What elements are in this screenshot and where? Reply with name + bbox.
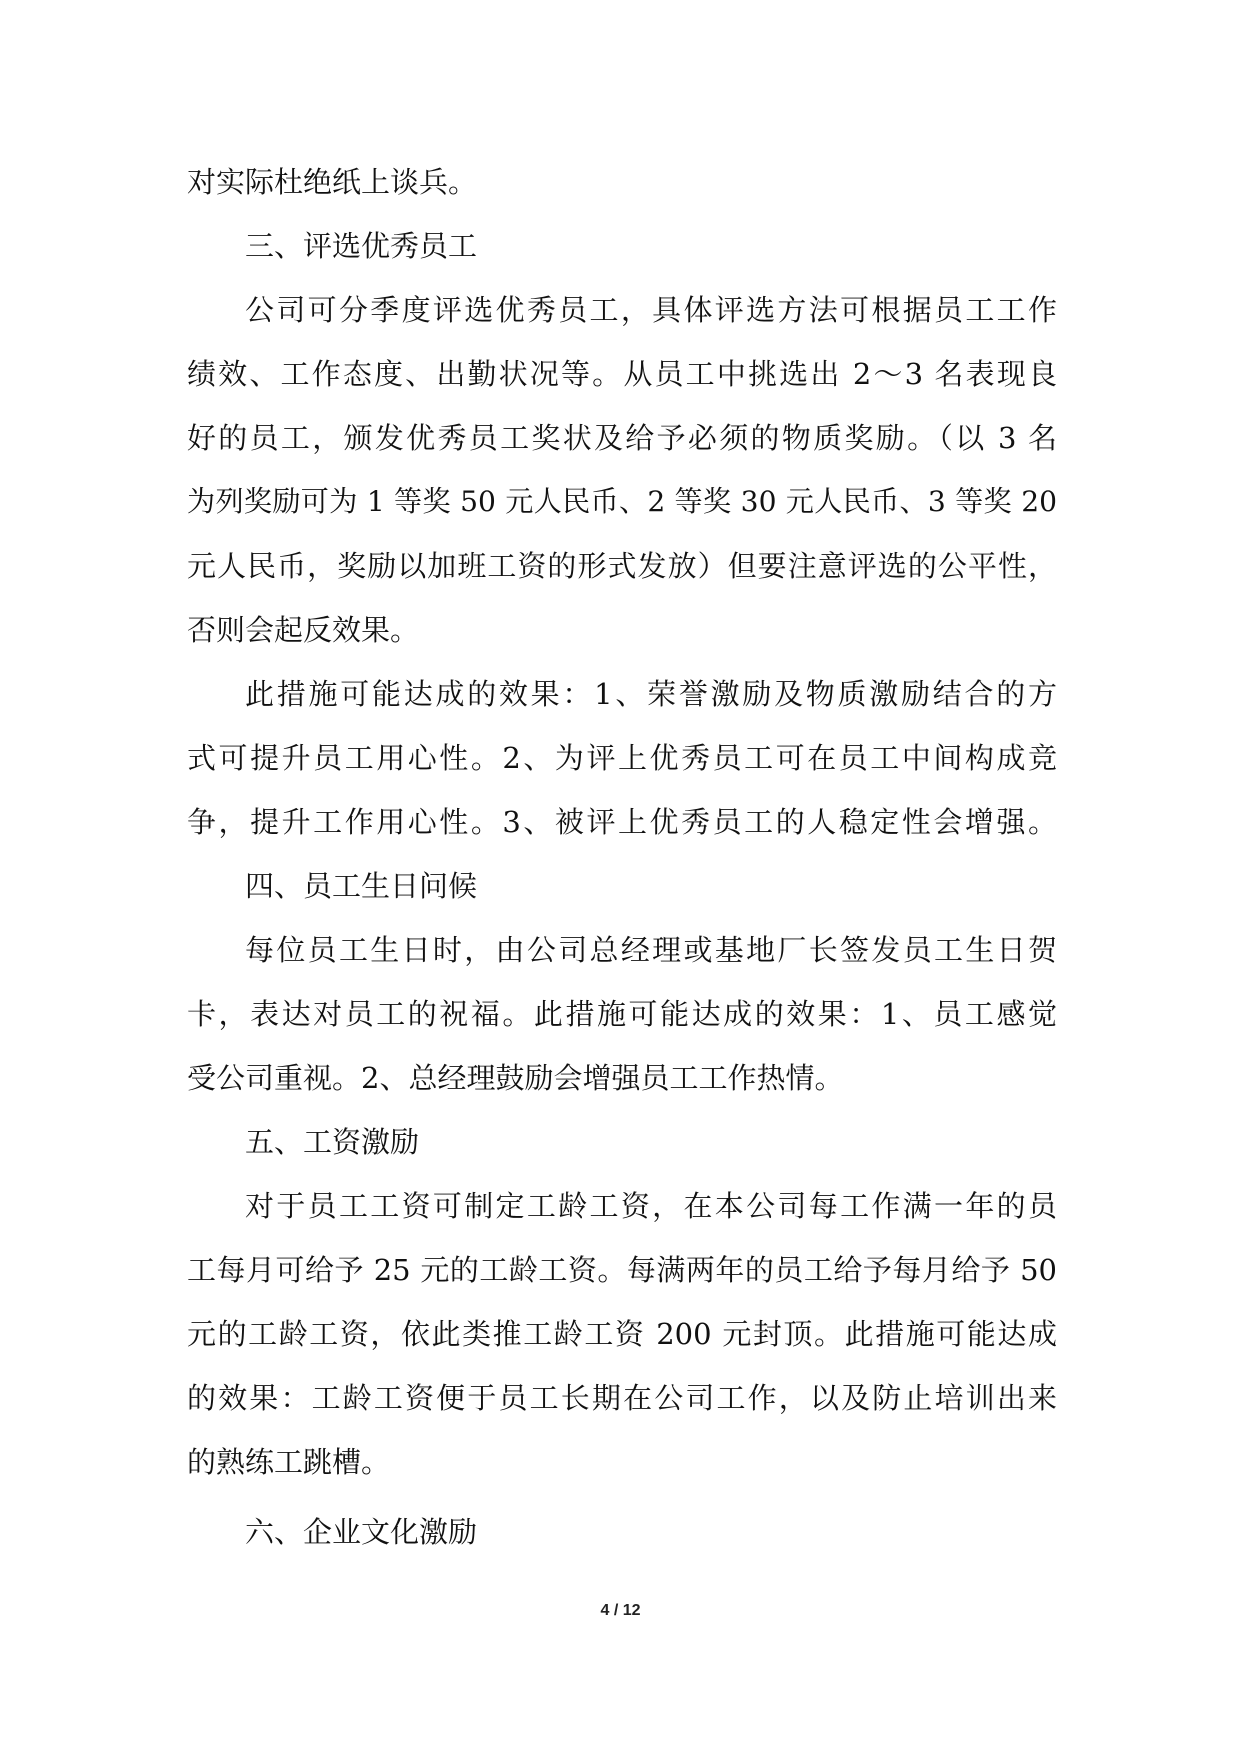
text-line: 对实际杜绝纸上谈兵。 — [187, 165, 478, 199]
text-line: 式可提升员工用心性。2、为评上优秀员工可在员工中间构成竞 — [187, 741, 1057, 775]
text-line: 为列奖励可为 1 等奖 50 元人民币、2 等奖 30 元人民币、3 等奖 20 — [187, 485, 1057, 518]
text-line: 卡，表达对员工的祝福。此措施可能达成的效果：1、员工感觉 — [187, 997, 1057, 1031]
section-heading-6: 六、企业文化激励 — [245, 1515, 478, 1549]
text-line: 对于员工工资可制定工龄工资，在本公司每工作满一年的员 — [245, 1189, 1057, 1223]
text-line: 每位员工生日时，由公司总经理或基地厂长签发员工生日贺 — [245, 933, 1057, 967]
text-line: 此措施可能达成的效果：1、荣誉激励及物质激励结合的方 — [245, 677, 1057, 711]
text-line: 元人民币，奖励以加班工资的形式发放）但要注意评选的公平性， — [187, 549, 1057, 583]
text-line: 好的员工，颁发优秀员工奖状及给予必须的物质奖励。（以 3 名 — [187, 421, 1057, 455]
text-line: 的熟练工跳槽。 — [187, 1445, 391, 1479]
section-heading-5: 五、工资激励 — [245, 1125, 420, 1159]
text-line: 公司可分季度评选优秀员工，具体评选方法可根据员工工作 — [245, 293, 1057, 327]
text-line: 元的工龄工资，依此类推工龄工资 200 元封顶。此措施可能达成 — [187, 1317, 1057, 1351]
text-line: 绩效、工作态度、出勤状况等。从员工中挑选出 2～3 名表现良 — [187, 357, 1057, 391]
section-heading-3: 三、评选优秀员工 — [245, 229, 478, 263]
text-line: 否则会起反效果。 — [187, 613, 420, 647]
document-body — [187, 150, 1057, 1564]
section-heading-4: 四、员工生日问候 — [245, 869, 478, 903]
text-line: 的效果：工龄工资便于员工长期在公司工作，以及防止培训出来 — [187, 1381, 1057, 1415]
text-line: 工每月可给予 25 元的工龄工资。每满两年的员工给予每月给予 50 — [187, 1253, 1057, 1287]
page-number: 4 / 12 — [600, 1602, 641, 1619]
text-line: 争，提升工作用心性。3、被评上优秀员工的人稳定性会增强。 — [187, 805, 1057, 839]
text-line: 受公司重视。2、总经理鼓励会增强员工工作热情。 — [187, 1061, 844, 1095]
